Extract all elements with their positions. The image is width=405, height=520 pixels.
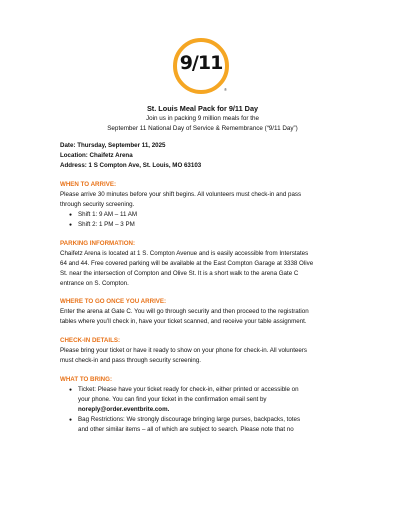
bring-section [60,375,360,435]
arrive-heading: WHEN TO ARRIVE: [60,181,117,188]
registered-mark: ® [224,87,227,92]
ticket-text-2: your phone. You can find your ticket in the confirmation email sent by [78,396,267,403]
where-heading: WHERE TO GO ONCE YOU ARRIVE: [60,298,167,305]
event-logo [173,38,235,100]
parking-section [60,239,360,289]
checkin-text-1: Please bring your ticket or have it ready to show on your phone for check-in. All volunteers [60,347,307,354]
event-address: Address: 1 S Compton Ave, St. Louis, MO 63103 [60,162,202,169]
bring-item-bag [78,415,360,435]
ticket-text-1: ● Ticket: Please have your ticket ready for check-in, either printed or accessible on [78,386,299,393]
parking-text-4: entrance on S. Compton. [60,280,129,287]
checkin-heading: CHECK-IN DETAILS: [60,337,121,344]
parking-heading: PARKING INFORMATION: [60,240,136,247]
where-section [60,297,360,327]
shift-item: ● Shift 1: 9 AM – 11 AM [78,210,360,220]
event-date: Date: Thursday, September 11, 2025 [60,142,166,149]
where-text-1: Enter the arena at Gate C. You will go through security and then proceed to the registration [60,308,309,315]
shift-item: ● Shift 2: 1 PM – 3 PM [78,220,360,230]
arrive-section [60,180,360,230]
logo-text: 9/11 [179,52,223,74]
event-details [60,141,360,171]
checkin-text-2: must check-in and pass through security screening. [60,357,202,364]
event-location: Location: Chaifetz Arena [60,152,133,159]
where-text-2: tables where you’ll check in, have your ticket scanned, and receive your table assignment. [60,318,307,325]
arrive-text-2: through security screening. [60,201,135,208]
page-title: St. Louis Meal Pack for 9/11 Day [146,104,259,113]
shift-list [60,210,360,230]
bring-heading: WHAT TO BRING: [60,376,113,383]
parking-text-2: 64 and 44. Free covered parking will be available at the East Compton Garage at 3338 Olive [60,260,314,267]
ticket-email: noreply@order.eventbrite.com. [78,406,170,413]
bag-text-2: and other similar items – all of which are subject to search. Please note that no [78,426,294,433]
subtitle-line-1: Join us in packing 9 million meals for the [145,115,260,122]
bag-text-1: ● Bag Restrictions: We strongly discourage bringing large purses, backpacks, totes [78,416,301,423]
parking-text-1: Chaifetz Arena is located at 1 S. Compton Avenue and is easily accessible from Interstates [60,250,309,257]
subtitle-line-2: September 11 National Day of Service & Remembrance (“9/11 Day”) [107,125,298,132]
checkin-section [60,336,360,366]
parking-text-3: St. near the intersection of Compton and Olive St. It is a short walk to the arena Gate C [60,270,299,277]
bring-item-ticket [78,385,360,415]
arrive-text-1: Please arrive 30 minutes before your shift begins. All volunteers must check-in and pass [60,191,302,198]
bring-list [60,385,360,435]
